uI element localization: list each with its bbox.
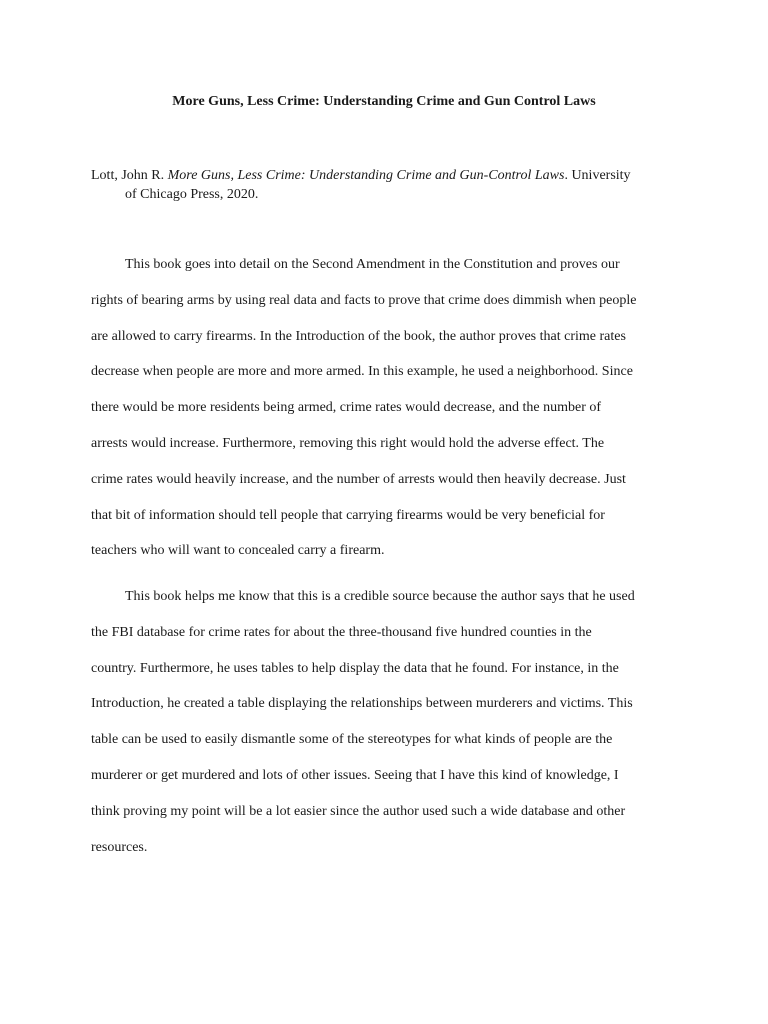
citation-publisher: . University bbox=[564, 168, 631, 183]
paragraph-2 bbox=[91, 579, 691, 865]
paragraph-line: This book helps me know that this is a credible source because the author says that he used bbox=[125, 589, 635, 604]
paragraph-line: arrests would increase. Furthermore, removing this right would hold the adverse effect. The bbox=[91, 435, 605, 451]
paragraph-line: the FBI database for crime rates for about the three-thousand five hundred counties in the bbox=[91, 624, 592, 640]
citation-line-2: of Chicago Press, 2020. bbox=[125, 187, 259, 202]
citation-book-title: More Guns, Less Crime: Understanding Crime and Gun-Control Laws bbox=[167, 168, 565, 183]
paragraph-line: table can be used to easily dismantle some of the stereotypes for what kinds of people are the bbox=[91, 732, 613, 748]
paragraph-line: rights of bearing arms by using real data and facts to prove that crime does dimmish when people bbox=[91, 292, 637, 308]
paragraph-line: teachers who will want to concealed carry a firearm. bbox=[91, 543, 385, 559]
paragraph-line: crime rates would heavily increase, and the number of arrests would then heavily decrease. Just bbox=[91, 471, 626, 487]
paragraph-line: think proving my point will be a lot easier since the author used such a wide database and other bbox=[91, 803, 626, 819]
paragraph-line: decrease when people are more and more armed. In this example, he used a neighborhood. Since bbox=[91, 364, 633, 380]
paragraph-line: Introduction, he created a table displaying the relationships between murderers and victims. This bbox=[91, 696, 633, 712]
paragraph-line: country. Furthermore, he uses tables to help display the data that he found. For instance, in the bbox=[91, 660, 619, 676]
paragraph-line: resources. bbox=[91, 839, 148, 855]
citation-author: Lott, John R. bbox=[91, 168, 168, 183]
document-title: More Guns, Less Crime: Understanding Crime and Gun Control Laws bbox=[172, 94, 596, 109]
paragraph-line: This book goes into detail on the Second Amendment in the Constitution and proves our bbox=[125, 257, 620, 272]
paragraph-line: that bit of information should tell people that carrying firearms would be very beneficial for bbox=[91, 507, 605, 523]
paragraph-1 bbox=[91, 247, 691, 569]
paragraph-line: murderer or get murdered and lots of other issues. Seeing that I have this kind of knowledge, I bbox=[91, 767, 619, 783]
paragraph-line: there would be more residents being armed, crime rates would decrease, and the number of bbox=[91, 400, 602, 416]
paragraph-line: are allowed to carry firearms. In the Introduction of the book, the author proves that crime rates bbox=[91, 328, 626, 344]
citation bbox=[91, 166, 681, 204]
